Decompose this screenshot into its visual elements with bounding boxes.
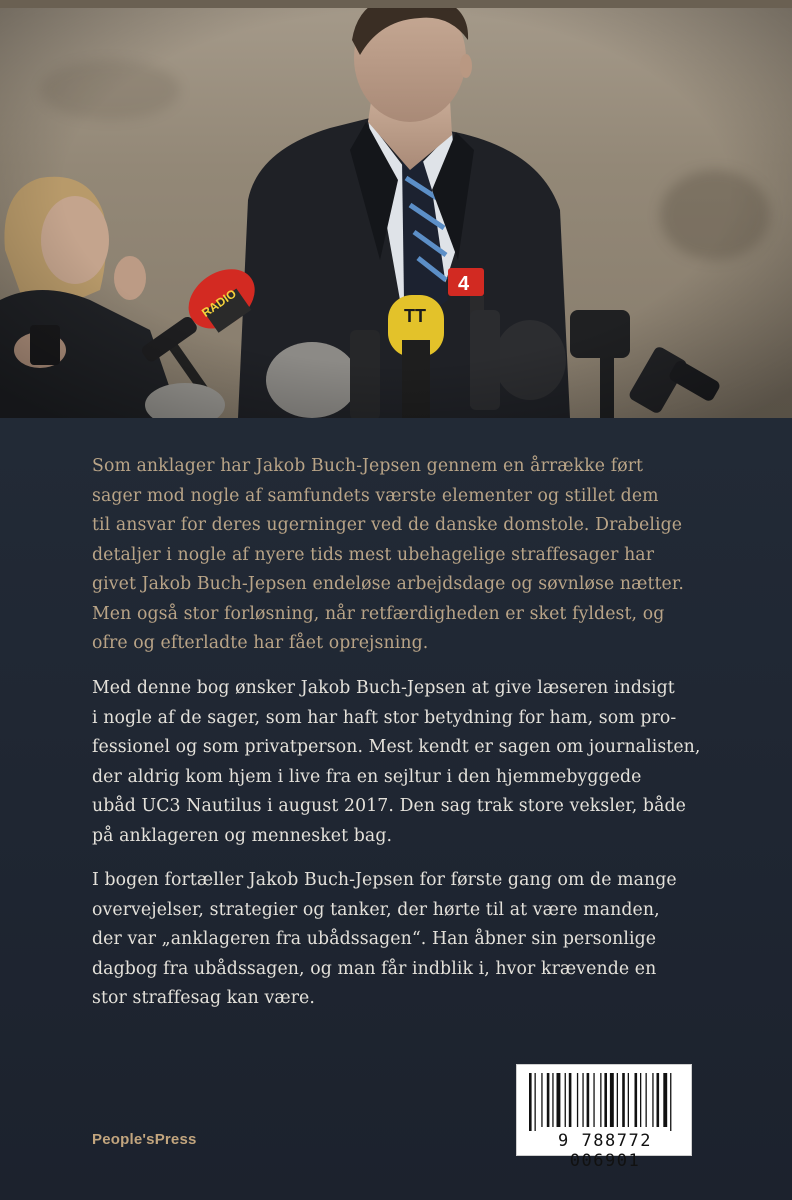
barcode-bar [657,1073,660,1127]
text-line: i nogle af de sager, som har haft stor betydning for ham, som pro- [92,707,677,728]
cover-photo [0,0,792,418]
text-line: dagbog fra ubådssagen, og man får indblik i, hvor krævende en [92,958,657,979]
isbn-barcode [516,1064,692,1171]
barcode-bar [646,1073,647,1127]
text-line: til ansvar for deres ugerninger ved de danske domstole. Drabelige [92,515,683,535]
text-line: Som anklager har Jakob Buch-Jepsen gennem en årrække ført [92,456,644,476]
text-line: der aldrig kom hjem i live fra en sejltur i den hjemmebyggede [92,766,642,787]
barcode-bar [652,1073,653,1127]
barcode-bars [517,1065,693,1135]
barcode-bar [587,1073,590,1127]
text-line: givet Jakob Buch-Jepsen endeløse arbejdsdage og søvnløse nætter. [92,574,684,594]
barcode-bar [604,1073,607,1127]
barcode-bar [565,1073,566,1127]
barcode-bar [670,1073,671,1131]
barcode-bar [610,1073,614,1127]
barcode-bar [541,1073,542,1127]
blurb-paragraph-2 [92,674,732,851]
barcode-bar [535,1073,536,1131]
barcode-bar [529,1073,532,1131]
blurb-paragraph-1 [92,452,732,659]
barcode-bar [577,1073,578,1127]
publisher-logo: People'sPress [92,1131,197,1148]
text-line: I bogen fortæller Jakob Buch-Jepsen for første gang om de mange [92,870,677,890]
text-line: sager mod nogle af samfundets værste elementer og stillet dem [92,485,659,506]
wall-stain [660,170,770,260]
barcode-bar [640,1073,641,1127]
barcode-bar [617,1073,618,1127]
barcode-bar [635,1073,638,1127]
text-line: overvejelser, strategier og tanker, der hørte til at være manden, [92,899,660,920]
text-line: Men også stor forløsning, når retfærdigheden er sket fyldest, og [92,603,665,624]
barcode-bar [552,1073,553,1127]
barcode-bar [547,1073,550,1127]
text-line: på anklageren og mennesket bag. [92,825,393,846]
text-line: ubåd UC3 Nautilus i august 2017. Den sag trak store veksler, både [92,796,686,816]
text-line: fessionel og som privatperson. Mest kendt er sagen om journalisten, [92,737,701,757]
barcode-bar [593,1073,594,1127]
barcode-bar [557,1073,561,1127]
text-line: detaljer i nogle af nyere tids mest ubehagelige straffesager har [92,544,655,565]
barcode-bar [582,1073,583,1127]
barcode-bar [569,1073,572,1127]
isbn-number: 9 788772 006901 [558,1131,652,1171]
wall-stain [40,60,180,120]
text-line: Med denne bog ønsker Jakob Buch-Jepsen at give læseren indsigt [92,678,675,698]
barcode-bar [622,1073,625,1127]
barcode-bar [663,1073,667,1127]
blurb-paragraph-3 [92,866,732,1014]
text-line: stor straffesag kan være. [92,988,315,1008]
barcode-bar [600,1073,601,1127]
barcode-bar [628,1073,629,1127]
text-line: der var „anklageren fra ubådssagen“. Han åbner sin personlige [92,929,657,949]
photo-top-band [0,0,792,8]
text-line: ofre og efterladte har fået oprejsning. [92,633,429,653]
